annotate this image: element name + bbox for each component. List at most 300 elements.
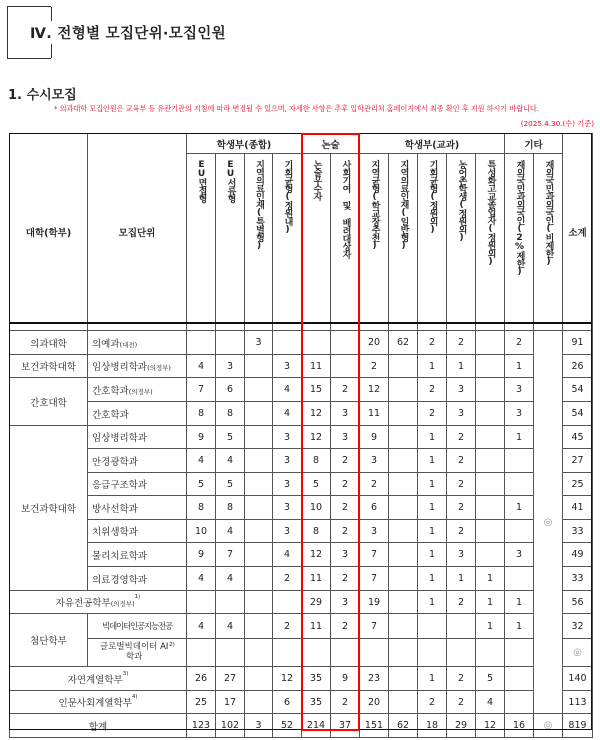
unit-cell	[88, 449, 187, 473]
value-cell: 9	[331, 667, 360, 691]
total-value-cell: 29	[447, 714, 476, 738]
page-title: Ⅳ. 전형별 모집단위·모집인원	[30, 22, 230, 43]
value-cell	[447, 639, 476, 667]
value-cell: 12	[360, 378, 389, 402]
value-cell: 3	[273, 496, 302, 520]
value-cell: 1	[476, 614, 505, 639]
college-cell	[10, 355, 88, 378]
value-cell	[389, 473, 418, 496]
value-cell: 20	[360, 691, 389, 714]
title-box-tick	[51, 44, 52, 58]
value-cell: 35	[302, 667, 331, 691]
value-cell: 2	[331, 520, 360, 543]
column-header	[245, 154, 273, 331]
column-header	[476, 154, 505, 331]
subtotal-cell: 32	[563, 614, 593, 639]
unit-note: (의정부)	[128, 387, 153, 396]
value-cell: 3	[331, 402, 360, 426]
value-cell	[245, 614, 273, 639]
subtotal-cell: 113	[563, 691, 593, 714]
value-cell: 3	[273, 426, 302, 449]
value-cell: 2	[447, 426, 476, 449]
table-row	[10, 355, 593, 378]
value-cell: 2	[505, 331, 534, 355]
total-value-cell: 37	[331, 714, 360, 738]
subtotal-cell: 49	[563, 543, 593, 567]
value-cell: 2	[447, 591, 476, 614]
unit-name: 방사선학과	[92, 503, 138, 515]
column-header	[534, 154, 563, 331]
value-cell: 4	[476, 691, 505, 714]
value-cell: 2	[447, 667, 476, 691]
value-cell: 1	[476, 591, 505, 614]
table-row	[10, 614, 593, 639]
value-cell: 3	[331, 591, 360, 614]
value-cell: 3	[273, 449, 302, 473]
value-cell	[389, 614, 418, 639]
unit-cell	[88, 543, 187, 567]
column-header-label: 지역의료인재(일반형)	[398, 160, 409, 250]
unit-name: 응급구조학과	[92, 480, 148, 491]
value-cell	[360, 639, 389, 667]
group-header-comprehensive: 학생부(종합)	[187, 134, 302, 154]
unit-note: (대전)	[119, 340, 138, 349]
table-row	[10, 691, 593, 714]
value-cell: 2	[273, 614, 302, 639]
unit-name: 치위생학과	[92, 527, 138, 538]
college-cell	[10, 614, 88, 667]
value-cell	[187, 639, 216, 667]
value-cell: 9	[360, 426, 389, 449]
value-cell	[389, 591, 418, 614]
subtotal-cell: 54	[563, 402, 593, 426]
subtotal-cell: 41	[563, 496, 593, 520]
value-cell	[331, 639, 360, 667]
value-cell	[245, 402, 273, 426]
value-cell	[389, 639, 418, 667]
value-cell: 3	[331, 543, 360, 567]
value-cell: 27	[216, 667, 245, 691]
value-cell: 19	[360, 591, 389, 614]
value-cell: 3	[360, 449, 389, 473]
group-header-grades: 학생부(교과)	[360, 134, 505, 154]
value-cell: 4	[216, 520, 245, 543]
subtotal-cell: 33	[563, 567, 593, 591]
value-cell: 1	[418, 520, 447, 543]
value-cell: 4	[187, 567, 216, 591]
value-cell: 10	[302, 496, 331, 520]
value-cell: 4	[273, 543, 302, 567]
value-cell: 2	[331, 614, 360, 639]
value-cell: 7	[360, 614, 389, 639]
total-value-cell: 62	[389, 714, 418, 738]
value-cell: 2	[331, 496, 360, 520]
college-cell	[10, 591, 187, 614]
value-cell	[216, 331, 245, 355]
value-cell: 7	[216, 543, 245, 567]
value-cell	[476, 639, 505, 667]
value-cell: 2	[447, 520, 476, 543]
value-cell: 5	[187, 473, 216, 496]
subtotal-cell: 91	[563, 331, 593, 355]
value-cell: 6	[216, 378, 245, 402]
value-cell	[389, 496, 418, 520]
value-cell: 11	[302, 567, 331, 591]
value-cell	[476, 378, 505, 402]
header-college: 대학(학부)	[10, 134, 88, 331]
value-cell	[245, 543, 273, 567]
total-value-cell: 3	[245, 714, 273, 738]
column-header	[360, 154, 389, 331]
value-cell	[273, 591, 302, 614]
table-row	[10, 449, 593, 473]
unit-name: 글로벌빅데이터 AI학과	[99, 642, 169, 662]
value-cell	[505, 667, 534, 691]
unit-name: 의예과	[92, 338, 120, 350]
value-cell: 2	[331, 691, 360, 714]
footnote-marker: 2)	[169, 642, 175, 649]
value-cell: 1	[418, 449, 447, 473]
value-cell	[245, 691, 273, 714]
value-cell	[418, 614, 447, 639]
value-cell	[389, 449, 418, 473]
value-cell	[273, 331, 302, 355]
value-cell: 5	[216, 426, 245, 449]
value-cell: 7	[360, 543, 389, 567]
column-header-label: EU서류형	[225, 160, 236, 202]
value-cell: 2	[331, 473, 360, 496]
table-row	[10, 496, 593, 520]
column-header	[187, 154, 216, 331]
value-cell	[505, 691, 534, 714]
unit-cell	[88, 639, 187, 667]
value-cell	[476, 449, 505, 473]
value-cell	[331, 355, 360, 378]
value-cell: 2	[360, 355, 389, 378]
value-cell: 8	[302, 520, 331, 543]
table-row	[10, 473, 593, 496]
value-cell	[245, 496, 273, 520]
value-cell	[216, 591, 245, 614]
value-cell: 1	[418, 567, 447, 591]
value-cell	[245, 355, 273, 378]
value-cell	[476, 402, 505, 426]
value-cell: 5	[216, 473, 245, 496]
value-cell: 3	[447, 378, 476, 402]
column-header-label: 재외국민과외국인(비제한)	[543, 160, 554, 266]
value-cell: 25	[187, 691, 216, 714]
value-cell: 29	[302, 591, 331, 614]
title-box-tick	[51, 7, 52, 21]
section-heading: 1. 수시모집	[8, 88, 77, 103]
value-cell	[389, 520, 418, 543]
unit-cell	[88, 355, 187, 378]
column-header	[216, 154, 245, 331]
value-cell	[331, 331, 360, 355]
value-cell	[389, 426, 418, 449]
value-cell: 12	[273, 667, 302, 691]
column-header	[389, 154, 418, 331]
value-cell	[245, 591, 273, 614]
column-header-label: 논술우수자	[311, 160, 322, 200]
value-cell: 8	[187, 496, 216, 520]
column-header	[273, 154, 302, 331]
unit-cell	[88, 331, 187, 355]
value-cell	[187, 591, 216, 614]
subtotal-cell: 140	[563, 667, 593, 691]
college-name: 보건과학대학	[20, 362, 77, 373]
college-cell	[10, 691, 187, 714]
value-cell: 4	[216, 449, 245, 473]
table-row	[10, 591, 593, 614]
table-row	[10, 426, 593, 449]
value-cell	[505, 567, 534, 591]
value-cell: 10	[187, 520, 216, 543]
unit-name: 임상병리학과	[92, 362, 148, 373]
value-cell: 3	[331, 426, 360, 449]
column-header-label: EU면접형	[196, 160, 207, 202]
value-cell: 1	[418, 667, 447, 691]
value-cell	[245, 667, 273, 691]
unit-cell	[88, 473, 187, 496]
value-cell: 1	[505, 496, 534, 520]
value-cell: 12	[302, 402, 331, 426]
value-cell: 4	[273, 402, 302, 426]
value-cell: 3	[216, 355, 245, 378]
table-row	[10, 520, 593, 543]
value-cell	[302, 639, 331, 667]
college-cell	[10, 426, 88, 591]
value-cell	[476, 543, 505, 567]
value-cell: 3	[360, 520, 389, 543]
value-cell: 8	[216, 402, 245, 426]
value-cell: 1	[418, 473, 447, 496]
subtotal-cell: 56	[563, 591, 593, 614]
value-cell	[245, 449, 273, 473]
value-cell	[245, 567, 273, 591]
total-value-cell: 12	[476, 714, 505, 738]
value-cell: 2	[447, 449, 476, 473]
value-cell	[389, 691, 418, 714]
value-cell	[389, 355, 418, 378]
value-cell: 1	[505, 355, 534, 378]
value-cell: 8	[302, 449, 331, 473]
subtotal-cell: ◎	[563, 639, 593, 667]
college-name: 간호대학	[30, 397, 67, 409]
value-cell	[245, 520, 273, 543]
value-cell	[389, 567, 418, 591]
value-cell	[245, 473, 273, 496]
value-cell: 2	[331, 449, 360, 473]
value-cell: 23	[360, 667, 389, 691]
value-cell	[389, 402, 418, 426]
value-cell	[245, 639, 273, 667]
value-cell: 20	[360, 331, 389, 355]
value-cell: 1	[418, 426, 447, 449]
value-cell: 2	[273, 567, 302, 591]
basis-date: (2025.4.30.(수) 기준)	[520, 119, 594, 128]
college-cell	[10, 667, 187, 691]
column-header	[331, 154, 360, 331]
column-header-label: 특성화고교졸업자(정원외)	[485, 160, 496, 266]
unit-name: 안경광학과	[92, 456, 138, 468]
value-cell	[505, 520, 534, 543]
value-cell	[476, 426, 505, 449]
value-cell: 26	[187, 667, 216, 691]
value-cell	[245, 426, 273, 449]
unit-cell	[88, 378, 187, 402]
unit-name: 물리치료학과	[92, 550, 148, 562]
admissions-table	[9, 133, 593, 738]
value-cell	[476, 496, 505, 520]
college-name: 보건과학대학	[20, 504, 77, 515]
value-cell	[389, 378, 418, 402]
value-cell: 11	[302, 614, 331, 639]
value-cell	[187, 331, 216, 355]
header-subtotal: 소계	[563, 134, 593, 331]
value-cell: 11	[360, 402, 389, 426]
value-cell: 35	[302, 691, 331, 714]
value-cell: 2	[447, 473, 476, 496]
value-cell: 9	[187, 543, 216, 567]
value-cell: 6	[273, 691, 302, 714]
unit-cell	[88, 402, 187, 426]
total-value-cell: ◎	[534, 714, 563, 738]
foreign-unlimited-merged-cell: ◎	[534, 331, 563, 714]
column-header-label: 기회균형(정원외)	[427, 160, 438, 234]
college-cell	[10, 331, 88, 355]
value-cell: 4	[187, 449, 216, 473]
total-label: 합계	[10, 714, 187, 738]
column-header	[447, 154, 476, 331]
value-cell: 1	[505, 426, 534, 449]
value-cell: 2	[418, 402, 447, 426]
value-cell: 1	[447, 355, 476, 378]
value-cell: 3	[505, 402, 534, 426]
value-cell: 1	[505, 614, 534, 639]
value-cell: 3	[447, 543, 476, 567]
value-cell: 1	[418, 355, 447, 378]
total-value-cell: 16	[505, 714, 534, 738]
column-header-label: 농어촌학생(정원외)	[456, 160, 467, 242]
value-cell: 2	[331, 567, 360, 591]
value-cell: 12	[302, 426, 331, 449]
value-cell	[476, 331, 505, 355]
value-cell	[505, 639, 534, 667]
value-cell: 7	[360, 567, 389, 591]
value-cell: 4	[216, 614, 245, 639]
column-header-label: 지역의료인재(특별형)	[254, 160, 264, 250]
subtotal-cell: 25	[563, 473, 593, 496]
column-header-label: 사회기여 및 배려대상자	[340, 160, 351, 258]
unit-cell	[88, 567, 187, 591]
total-value-cell: 151	[360, 714, 389, 738]
value-cell: 1	[418, 591, 447, 614]
table-row	[10, 567, 593, 591]
notice-text: * 의과대학 모집인원은 교육부 등 유관기관의 지침에 따라 변경될 수 있으며, 자세한 사항은 추후 입학관리처 홈페이지에서 최종 확인 후 지원 하시기 바랍니다.	[54, 104, 539, 113]
total-subtotal-cell: 819	[563, 714, 593, 738]
column-header	[505, 154, 534, 331]
value-cell: 2	[360, 473, 389, 496]
college-cell	[10, 378, 88, 426]
value-cell: 2	[418, 331, 447, 355]
table-row	[10, 543, 593, 567]
college-name: 의과대학	[30, 338, 67, 350]
value-cell: 17	[216, 691, 245, 714]
value-cell	[302, 331, 331, 355]
value-cell: 3	[447, 402, 476, 426]
unit-name: 임상병리학과	[92, 433, 148, 444]
column-header-label: 기회균형(정원내)	[282, 160, 293, 234]
value-cell	[447, 614, 476, 639]
value-cell: 2	[447, 331, 476, 355]
column-header-label: 재외국민과외국인(2%제한)	[514, 160, 525, 276]
value-cell: 3	[273, 473, 302, 496]
college-name: 인문사회계열학부	[58, 698, 132, 709]
value-cell: 1	[418, 496, 447, 520]
value-cell: 3	[273, 520, 302, 543]
unit-cell	[88, 496, 187, 520]
value-cell: 4	[273, 378, 302, 402]
subtotal-cell: 45	[563, 426, 593, 449]
value-cell: 8	[216, 496, 245, 520]
subtotal-cell: 54	[563, 378, 593, 402]
total-value-cell: 52	[273, 714, 302, 738]
unit-cell	[88, 520, 187, 543]
value-cell: 5	[476, 667, 505, 691]
value-cell	[418, 639, 447, 667]
total-value-cell: 123	[187, 714, 216, 738]
value-cell: 2	[418, 691, 447, 714]
subtotal-cell: 27	[563, 449, 593, 473]
value-cell: 4	[216, 567, 245, 591]
subtotal-cell: 33	[563, 520, 593, 543]
value-cell	[389, 543, 418, 567]
value-cell: 2	[418, 378, 447, 402]
header-unit: 모집단위	[88, 134, 187, 331]
value-cell: 9	[187, 426, 216, 449]
footnote-marker: 1)	[134, 594, 141, 600]
footnote-marker: 4)	[131, 694, 138, 700]
value-cell: 2	[447, 496, 476, 520]
column-header-label: 지역균형(학교장추천)	[369, 160, 380, 250]
value-cell	[273, 639, 302, 667]
unit-note: (의정부)	[110, 600, 135, 608]
value-cell: 2	[331, 378, 360, 402]
column-header	[418, 154, 447, 331]
unit-name: 간호학과	[92, 409, 129, 421]
college-name: 자유전공학부	[55, 598, 111, 609]
value-cell: 1	[447, 567, 476, 591]
value-cell	[476, 473, 505, 496]
table-row	[10, 402, 593, 426]
value-cell: 2	[447, 691, 476, 714]
table-row	[10, 667, 593, 691]
value-cell: 8	[187, 402, 216, 426]
subtotal-cell: 26	[563, 355, 593, 378]
value-cell: 62	[389, 331, 418, 355]
value-cell	[389, 667, 418, 691]
value-cell	[476, 355, 505, 378]
unit-note: (의정부)	[147, 364, 171, 372]
total-value-cell: 214	[302, 714, 331, 738]
value-cell: 3	[273, 355, 302, 378]
value-cell	[476, 520, 505, 543]
value-cell: 7	[187, 378, 216, 402]
group-header-essay: 논술	[302, 134, 360, 154]
value-cell: 1	[476, 567, 505, 591]
value-cell	[505, 473, 534, 496]
